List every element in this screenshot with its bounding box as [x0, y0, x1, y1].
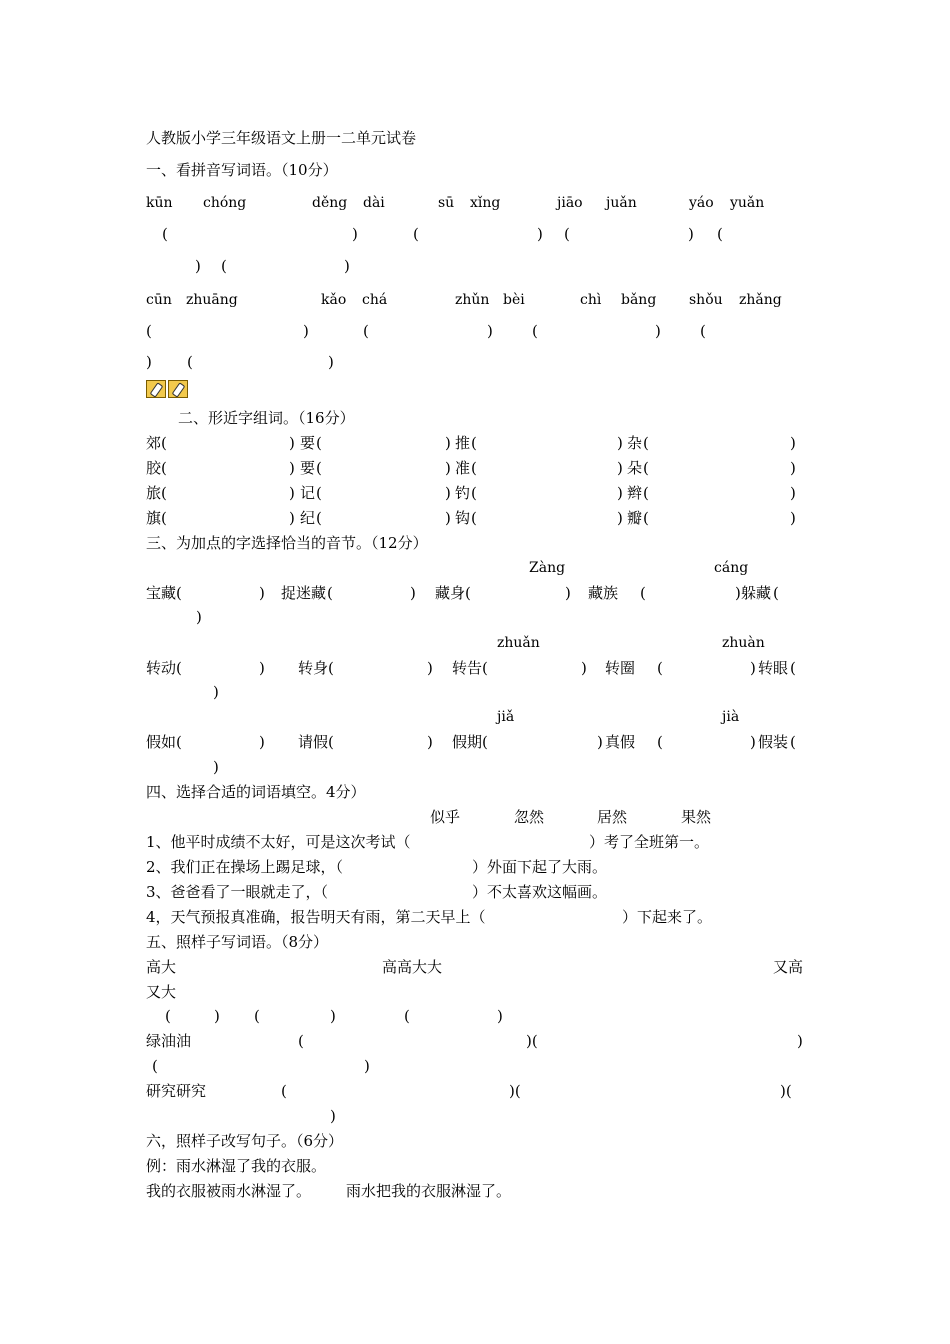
- char: 旅: [146, 484, 162, 502]
- pinyin-option: zhuàn: [722, 635, 765, 651]
- pinyin-option: jià: [722, 709, 740, 725]
- question-text: 4，天气预报真准确，报告明天有雨，第二天早上（: [146, 908, 486, 926]
- paren: (: [161, 434, 167, 452]
- paren: (: [152, 1057, 158, 1075]
- paren: (: [700, 322, 706, 340]
- paren: (: [471, 509, 477, 527]
- paren: ): [497, 1007, 503, 1025]
- word: 藏身: [435, 584, 466, 602]
- pinyin: shǒu: [689, 292, 723, 308]
- paren: (: [640, 584, 646, 602]
- option: 忽然: [514, 808, 545, 826]
- paren: ): [410, 584, 416, 602]
- pencil-icon: [168, 380, 188, 398]
- paren: ): [750, 733, 756, 751]
- char: 要: [300, 434, 316, 452]
- char: 辫: [627, 484, 643, 502]
- word: 转告: [452, 659, 483, 677]
- pinyin: chóng: [203, 195, 247, 211]
- char: 杂: [627, 434, 643, 452]
- paren: ): [537, 225, 543, 243]
- example-sentence: 例：雨水淋湿了我的衣服。: [146, 1157, 327, 1175]
- word: 假如: [146, 733, 177, 751]
- paren: ): [790, 484, 796, 502]
- paren: (: [161, 459, 167, 477]
- paren: ): [146, 353, 152, 371]
- word: 研究研究: [146, 1082, 207, 1100]
- pinyin: kūn: [146, 195, 173, 211]
- paren: (: [790, 659, 796, 677]
- paren: (: [281, 1082, 287, 1100]
- question-text: ）外面下起了大雨。: [472, 858, 608, 876]
- paren: (: [657, 659, 663, 677]
- section-1-heading: 一、看拼音写词语。（10分）: [146, 161, 338, 179]
- paren: ): [655, 322, 661, 340]
- paren: (: [161, 484, 167, 502]
- char: 朵: [627, 459, 643, 477]
- option: 居然: [597, 808, 628, 826]
- pinyin-option: zhuǎn: [497, 635, 540, 651]
- paren: (: [327, 584, 333, 602]
- section-4-heading: 四、选择合适的词语填空。4分）: [146, 783, 366, 801]
- word: 躲藏: [741, 584, 772, 602]
- pinyin: děng: [312, 195, 348, 211]
- word: 假装: [758, 733, 789, 751]
- paren: (: [790, 733, 796, 751]
- paren: (: [773, 584, 779, 602]
- paren: ): [597, 733, 603, 751]
- pinyin: zhǔn: [455, 292, 490, 308]
- paren: (: [316, 484, 322, 502]
- paren: ): [445, 434, 451, 452]
- paren: (: [176, 733, 182, 751]
- question-text: ）考了全班第一。: [589, 833, 710, 851]
- paren: ): [289, 459, 295, 477]
- char: 纪: [300, 509, 316, 527]
- section-6-heading: 六，照样子改写句子。（6分）: [146, 1132, 344, 1150]
- paren: ): [427, 733, 433, 751]
- paren: (: [643, 509, 649, 527]
- paren: ): [289, 434, 295, 452]
- word: 转动: [146, 659, 177, 677]
- paren: ): [259, 733, 265, 751]
- pinyin: juǎn: [606, 195, 637, 211]
- paren: (: [187, 353, 193, 371]
- paren: (: [146, 322, 152, 340]
- paren: ): [797, 1032, 803, 1050]
- paren: ): [213, 758, 219, 776]
- paren: ): [289, 509, 295, 527]
- paren: (: [162, 225, 168, 243]
- option: 果然: [681, 808, 712, 826]
- paren: (: [482, 659, 488, 677]
- paren: ): [303, 322, 309, 340]
- question-text: ）不太喜欢这幅画。: [472, 883, 608, 901]
- pinyin: jiāo: [557, 195, 583, 211]
- paren: (: [363, 322, 369, 340]
- pencil-icon: [146, 380, 166, 398]
- word: 绿油油: [146, 1032, 192, 1050]
- paren: (: [717, 225, 723, 243]
- char: 推: [455, 434, 471, 452]
- paren: ): [328, 353, 334, 371]
- paren: (: [465, 584, 471, 602]
- paren: ): [344, 257, 350, 275]
- pinyin: yáo: [689, 195, 714, 211]
- paren: (: [471, 434, 477, 452]
- paren: (: [532, 322, 538, 340]
- question-text: 3、爸爸看了一眼就走了，（: [146, 883, 329, 901]
- pinyin: kǎo: [321, 292, 347, 308]
- char: 旗: [146, 509, 162, 527]
- paren: (: [176, 584, 182, 602]
- char: 郊: [146, 434, 162, 452]
- question-text: 1、他平时成绩不太好，可是这次考试（: [146, 833, 411, 851]
- paren: ): [617, 484, 623, 502]
- paren: (: [176, 659, 182, 677]
- pinyin: zhǎng: [739, 292, 782, 308]
- char: 准: [455, 459, 471, 477]
- word: 藏族: [588, 584, 619, 602]
- paren: (: [413, 225, 419, 243]
- paren: ): [352, 225, 358, 243]
- paren: ): [581, 659, 587, 677]
- paren: (: [316, 509, 322, 527]
- word: 转圈: [605, 659, 636, 677]
- paren: ): [790, 434, 796, 452]
- word: 假期: [452, 733, 483, 751]
- paren: )(: [526, 1032, 538, 1050]
- paren: (: [643, 484, 649, 502]
- page-title: 人教版小学三年级语文上册一二单元试卷: [146, 129, 417, 147]
- pencil-icon: [146, 380, 192, 398]
- paren: )(: [780, 1082, 792, 1100]
- answer-sentence: 雨水把我的衣服淋湿了。: [346, 1182, 512, 1200]
- paren: ): [617, 459, 623, 477]
- word: 宝藏: [146, 584, 177, 602]
- pinyin-option: Zàng: [529, 560, 566, 576]
- paren: ): [196, 608, 202, 626]
- answer-sentence: 我的衣服被雨水淋湿了。: [146, 1182, 312, 1200]
- paren: ): [445, 484, 451, 502]
- pinyin: zhuāng: [186, 292, 238, 308]
- paren: (: [165, 1007, 171, 1025]
- paren: (: [316, 459, 322, 477]
- paren: ): [259, 584, 265, 602]
- pinyin: yuǎn: [730, 195, 765, 211]
- paren: ): [445, 509, 451, 527]
- pinyin: bèi: [503, 292, 525, 308]
- pinyin: chá: [362, 292, 388, 308]
- example-word: 高大: [146, 958, 177, 976]
- pinyin: chì: [580, 292, 602, 308]
- paren: ): [487, 322, 493, 340]
- paren: (: [328, 659, 334, 677]
- paren: ): [213, 683, 219, 701]
- paren: ): [214, 1007, 220, 1025]
- paren: (: [643, 459, 649, 477]
- paren: (: [482, 733, 488, 751]
- pinyin: bǎng: [621, 292, 657, 308]
- pinyin: xǐng: [470, 195, 501, 211]
- paren: (: [404, 1007, 410, 1025]
- char: 钩: [455, 509, 471, 527]
- paren: ): [688, 225, 694, 243]
- paren: ): [790, 459, 796, 477]
- paren: ): [195, 257, 201, 275]
- paren: (: [298, 1032, 304, 1050]
- section-3-heading: 三、为加点的字选择恰当的音节。（12分）: [146, 534, 428, 552]
- pinyin-option: cáng: [714, 560, 749, 576]
- word: 捉迷藏: [281, 584, 327, 602]
- example-word: 又大: [146, 983, 177, 1001]
- word: 转眼: [758, 659, 789, 677]
- paren: (: [657, 733, 663, 751]
- char: 胶: [146, 459, 162, 477]
- char: 钓: [455, 484, 471, 502]
- paren: ): [445, 459, 451, 477]
- char: 瓣: [627, 509, 643, 527]
- option: 似乎: [430, 808, 461, 826]
- paren: ): [790, 509, 796, 527]
- paren: ): [750, 659, 756, 677]
- pinyin-option: jiǎ: [497, 709, 515, 725]
- paren: (: [471, 459, 477, 477]
- section-2-heading: 二、形近字组词。（16分）: [178, 409, 355, 427]
- paren: ): [427, 659, 433, 677]
- paren: (: [254, 1007, 260, 1025]
- paren: ): [565, 584, 571, 602]
- pinyin: cūn: [146, 292, 172, 308]
- paren: ): [617, 509, 623, 527]
- paren: ): [364, 1057, 370, 1075]
- paren: )(: [509, 1082, 521, 1100]
- paren: ): [617, 434, 623, 452]
- paren: (: [643, 434, 649, 452]
- paren: (: [316, 434, 322, 452]
- paren: (: [328, 733, 334, 751]
- section-5-heading: 五、照样子写词语。（8分）: [146, 933, 329, 951]
- pinyin: sū: [438, 195, 455, 211]
- word: 真假: [605, 733, 636, 751]
- paren: (: [471, 484, 477, 502]
- paren: (: [564, 225, 570, 243]
- question-text: ）下起来了。: [622, 908, 713, 926]
- char: 记: [300, 484, 316, 502]
- paren: ): [289, 484, 295, 502]
- paren: (: [221, 257, 227, 275]
- example-word: 又高: [773, 958, 804, 976]
- word: 请假: [298, 733, 329, 751]
- pinyin: dài: [363, 195, 385, 211]
- example-word: 高高大大: [382, 958, 443, 976]
- paren: ): [330, 1007, 336, 1025]
- question-text: 2、我们正在操场上踢足球，（: [146, 858, 344, 876]
- char: 要: [300, 459, 316, 477]
- paren: ): [735, 584, 741, 602]
- word: 转身: [298, 659, 329, 677]
- paren: ): [259, 659, 265, 677]
- paren: (: [161, 509, 167, 527]
- paren: ): [330, 1107, 336, 1125]
